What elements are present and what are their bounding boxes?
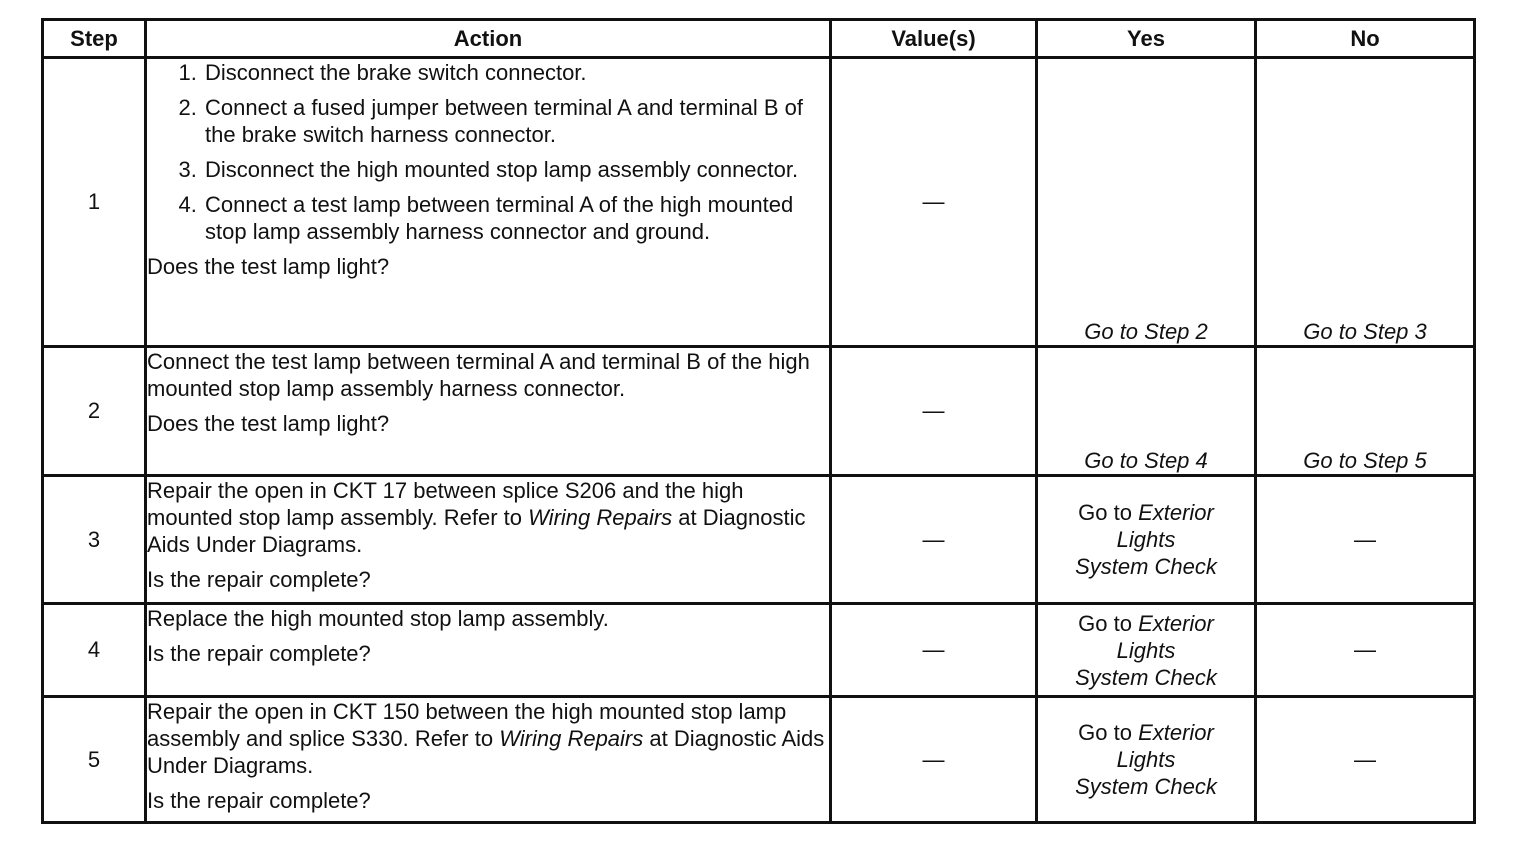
action-cell <box>146 58 831 347</box>
yes-cell <box>1037 347 1256 476</box>
yes-line-3 <box>1038 553 1254 580</box>
value-cell: — <box>831 476 1037 604</box>
no-cell <box>1256 347 1475 476</box>
no-cell: — <box>1256 697 1475 823</box>
action-cell <box>146 697 831 823</box>
yes-prefix: Go to <box>1078 720 1139 745</box>
yes-cell <box>1037 697 1256 823</box>
action-question: Does the test lamp light? <box>147 411 390 436</box>
list-item: 2. Connect a fused jumper between terminal A and terminal B of the brake switch harness connector. <box>203 94 829 148</box>
step-number: 4 <box>43 604 146 697</box>
yes-cell <box>1037 476 1256 604</box>
yes-line-3 <box>1038 773 1254 800</box>
yes-line-1 <box>1038 719 1254 746</box>
action-text: Connect the test lamp between terminal A and terminal B of the high mounted stop lamp assembly harness connector. <box>147 349 810 401</box>
table-row <box>43 604 1475 697</box>
action-question: Is the repair complete? <box>147 641 371 666</box>
no-cell: — <box>1256 476 1475 604</box>
action-cell <box>146 604 831 697</box>
action-text <box>147 477 829 558</box>
step-number: 1 <box>43 58 146 347</box>
value-cell: — <box>831 697 1037 823</box>
action-question: Is the repair complete? <box>147 567 371 592</box>
value-cell: — <box>831 347 1037 476</box>
action-text <box>147 698 829 779</box>
yes-line-1 <box>1038 610 1254 637</box>
no-cell <box>1256 58 1475 347</box>
yes-cell <box>1037 604 1256 697</box>
no-cell: — <box>1256 604 1475 697</box>
value-cell: — <box>831 604 1037 697</box>
yes-prefix: Go to <box>1078 500 1139 525</box>
yes-line-3 <box>1038 664 1254 691</box>
action-text-start: Repair the open in CKT 150 between the high mounted stop lamp assembly and splice S330. Refer to <box>147 699 787 751</box>
yes-header: Yes <box>1037 20 1256 58</box>
reference-link[interactable]: Wiring Repairs <box>528 505 673 530</box>
action-text-end: at Diagnostic Aids Under Diagrams. <box>147 505 806 557</box>
step-number: 2 <box>43 347 146 476</box>
action-steps-list <box>147 59 829 245</box>
yes-line-2 <box>1038 637 1254 664</box>
step-header: Step <box>43 20 146 58</box>
action-cell <box>146 347 831 476</box>
action-question: Does the test lamp light? <box>147 254 390 279</box>
yes-link[interactable]: Exterior <box>1138 720 1214 745</box>
yes-link[interactable]: Lights <box>1116 747 1176 772</box>
no-link[interactable]: Go to Step 3 <box>1303 319 1427 344</box>
yes-line-2 <box>1038 746 1254 773</box>
yes-link[interactable]: Exterior <box>1138 610 1214 636</box>
action-header: Action <box>146 20 831 58</box>
yes-line-1 <box>1038 499 1254 526</box>
diagnostic-table <box>41 18 1476 824</box>
list-item: 3. Disconnect the high mounted stop lamp assembly connector. <box>203 156 829 183</box>
action-text: Replace the high mounted stop lamp assembly. <box>147 606 609 631</box>
yes-link[interactable]: Exterior <box>1138 500 1214 525</box>
yes-prefix: Go to <box>1078 610 1139 636</box>
value-cell: — <box>831 58 1037 347</box>
yes-link[interactable]: System Check <box>1075 554 1217 579</box>
action-cell <box>146 476 831 604</box>
table-row <box>43 697 1475 823</box>
reference-link[interactable]: Wiring Repairs <box>499 726 644 751</box>
action-question: Is the repair complete? <box>147 788 371 813</box>
yes-line-2 <box>1038 526 1254 553</box>
action-text-end: at Diagnostic Aids Under Diagrams. <box>147 726 825 778</box>
values-header: Value(s) <box>831 20 1037 58</box>
step-number: 5 <box>43 697 146 823</box>
list-item: 4. Connect a test lamp between terminal A of the high mounted stop lamp assembly harness connector and ground. <box>203 191 829 245</box>
table-row <box>43 476 1475 604</box>
yes-link[interactable]: Lights <box>1116 637 1176 663</box>
action-text-start: Repair the open in CKT 17 between splice S206 and the high mounted stop lamp assembly. Refer to <box>147 478 744 530</box>
table-row <box>43 58 1475 347</box>
yes-cell <box>1037 58 1256 347</box>
yes-link[interactable]: Go to Step 2 <box>1084 319 1208 344</box>
yes-link[interactable]: Lights <box>1116 527 1176 552</box>
header-row <box>43 20 1475 58</box>
list-item: 1. Disconnect the brake switch connector. <box>203 59 829 86</box>
no-link[interactable]: Go to Step 5 <box>1303 448 1427 473</box>
yes-link[interactable]: System Check <box>1075 774 1217 799</box>
no-header: No <box>1256 20 1475 58</box>
yes-link[interactable]: Go to Step 4 <box>1084 448 1208 473</box>
step-number: 3 <box>43 476 146 604</box>
table-row <box>43 347 1475 476</box>
yes-link[interactable]: System Check <box>1075 664 1217 690</box>
